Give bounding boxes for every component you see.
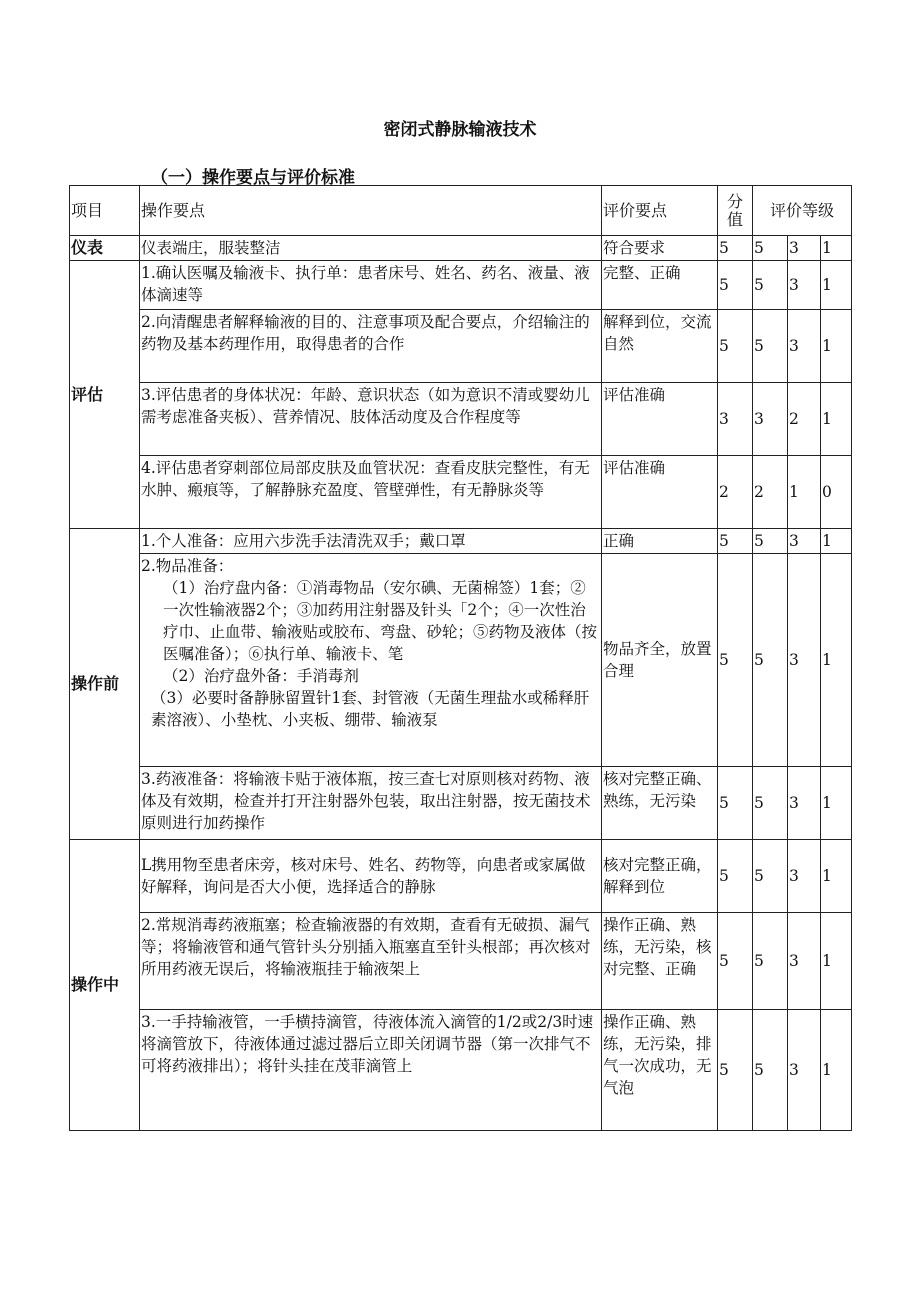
header-score — [718, 186, 753, 236]
section-caozuoqian: 操作前 — [70, 529, 140, 840]
row-grade-c: 1 — [821, 554, 852, 767]
section-yibiao: 仪表 — [70, 236, 140, 261]
row-eval: 符合要求 — [602, 236, 718, 261]
table-row — [70, 767, 852, 840]
table-row — [70, 261, 852, 310]
row-points: 3.评估患者的身体状况：年龄、意识状态（如为意识不清或婴幼儿需考虑准备夹板）、营养情况、肢体活动度及合作程度等 — [140, 383, 602, 456]
row-eval: 物品齐全，放置合理 — [602, 554, 718, 767]
table-row — [70, 310, 852, 383]
row-score: 5 — [718, 529, 753, 554]
row-grade-c: 0 — [821, 456, 852, 529]
row-score: 5 — [718, 840, 753, 913]
row-score: 5 — [718, 913, 753, 1010]
row-grade-c: 1 — [821, 310, 852, 383]
row-grade-a: 5 — [753, 1010, 788, 1131]
supplies-optional: （3）必要时备静脉留置针1套、封管液（无菌生理盐水或稀释肝素溶液）、小垫枕、小夹板、绷带、输液泵 — [151, 689, 590, 729]
section-subtitle: （一）操作要点与评价标准 — [151, 168, 355, 188]
row-grade-c: 1 — [821, 529, 852, 554]
row-eval: 完整、正确 — [602, 261, 718, 310]
row-grade-c: 1 — [821, 913, 852, 1010]
header-points: 操作要点 — [140, 186, 602, 236]
header-project: 项目 — [70, 186, 140, 236]
table-row — [70, 1010, 852, 1131]
table-header-row — [70, 186, 852, 236]
row-grade-a: 2 — [753, 456, 788, 529]
row-score: 5 — [718, 1010, 753, 1131]
row-grade-b: 3 — [788, 529, 821, 554]
supplies-inside-tray: （1）治疗盘内备：①消毒物品（安尔碘、无菌棉签）1套；②一次性输液器2个；③加药用注射器及针头「2个；④一次性治疗巾、止血带、输液贴或胶布、弯盘、砂轮；⑤药物及液体（按医嘱准备）；⑥执行单、输液卡、笔 — [163, 579, 598, 663]
row-score: 5 — [718, 236, 753, 261]
row-grade-a: 3 — [753, 383, 788, 456]
row-points: 4.评估患者穿刺部位局部皮肤及血管状况：查看皮肤完整性，有无水肿、瘢痕等，了解静脉充盈度、管壁弹性，有无静脉炎等 — [140, 456, 602, 529]
row-eval: 操作正确、熟练，无污染，排气一次成功，无气泡 — [602, 1010, 718, 1131]
row-grade-a: 5 — [753, 840, 788, 913]
row-eval: 解释到位，交流自然 — [602, 310, 718, 383]
supplies-heading: 2.物品准备： — [141, 557, 234, 575]
row-grade-a: 5 — [753, 767, 788, 840]
row-points: 3.一手持输液管，一手横持滴管，待液体流入滴管的1/2或2/3时速将滴管放下，待液体通过滤过器后立即关闭调节器（第一次排气不可将药液排出）；将针头挂在茂菲滴管上 — [140, 1010, 602, 1131]
row-points: 2.向清醒患者解释输液的目的、注意事项及配合要点，介绍输注的药物及基本药理作用，取得患者的合作 — [140, 310, 602, 383]
row-grade-a: 5 — [753, 261, 788, 310]
row-points: L携用物至患者床旁，核对床号、姓名、药物等，向患者或家属做好解释，询问是否大小便，选择适合的静脉 — [140, 840, 602, 913]
row-grade-b: 3 — [788, 1010, 821, 1131]
row-score: 5 — [718, 310, 753, 383]
row-eval: 评估准确 — [602, 456, 718, 529]
row-eval: 正确 — [602, 529, 718, 554]
row-score: 5 — [718, 261, 753, 310]
row-grade-a: 5 — [753, 310, 788, 383]
row-points: 2.常规消毒药液瓶塞；检查输液器的有效期，查看有无破损、漏气等；将输液管和通气管针头分别插入瓶塞直至针头根部；再次核对所用药液无误后，将输液瓶挂于输液架上 — [140, 913, 602, 1010]
row-grade-c: 1 — [821, 840, 852, 913]
row-grade-a: 5 — [753, 554, 788, 767]
row-grade-c: 1 — [821, 767, 852, 840]
row-grade-b: 3 — [788, 554, 821, 767]
row-grade-c: 1 — [821, 1010, 852, 1131]
row-points: 仪表端庄，服装整洁 — [140, 236, 602, 261]
supplies-outside-tray: （2）治疗盘外备：手消毒剂 — [163, 667, 359, 685]
row-grade-b: 1 — [788, 456, 821, 529]
row-score: 5 — [718, 554, 753, 767]
row-grade-a: 5 — [753, 529, 788, 554]
table-row — [70, 913, 852, 1010]
page-title: 密闭式静脉输液技术 — [383, 120, 537, 140]
row-points — [140, 554, 602, 767]
row-eval: 核对完整正确、熟练，无污染 — [602, 767, 718, 840]
row-grade-c: 1 — [821, 261, 852, 310]
row-score: 2 — [718, 456, 753, 529]
row-grade-c: 1 — [821, 236, 852, 261]
table-row — [70, 840, 852, 913]
row-grade-a: 5 — [753, 913, 788, 1010]
table-row — [70, 383, 852, 456]
row-points: 1.个人准备：应用六步洗手法清洗双手；戴口罩 — [140, 529, 602, 554]
row-grade-b: 2 — [788, 383, 821, 456]
row-eval: 操作正确、熟练，无污染，核对完整、正确 — [602, 913, 718, 1010]
row-grade-b: 3 — [788, 913, 821, 1010]
row-eval: 核对完整正确，解释到位 — [602, 840, 718, 913]
header-score-bottom: 值 — [726, 209, 743, 229]
row-points: 3.药液准备：将输液卡贴于液体瓶，按三查七对原则核对药物、液体及有效期，检查并打开注射器外包装，取出注射器，按无菌技术原则进行加药操作 — [140, 767, 602, 840]
table-row — [70, 236, 852, 261]
table-row — [70, 554, 852, 767]
row-grade-b: 3 — [788, 310, 821, 383]
header-score-top: 分 — [726, 191, 743, 211]
row-grade-b: 3 — [788, 840, 821, 913]
row-grade-a: 5 — [753, 236, 788, 261]
row-points: 1.确认医嘱及输液卡、执行单：患者床号、姓名、药名、液量、液体滴速等 — [140, 261, 602, 310]
section-pinggu: 评估 — [70, 261, 140, 529]
row-grade-b: 3 — [788, 236, 821, 261]
row-grade-c: 1 — [821, 383, 852, 456]
row-score: 5 — [718, 767, 753, 840]
row-eval: 评估准确 — [602, 383, 718, 456]
section-caozuozhong: 操作中 — [70, 840, 140, 1131]
row-grade-b: 3 — [788, 261, 821, 310]
table-row — [70, 456, 852, 529]
table-row — [70, 529, 852, 554]
header-eval: 评价要点 — [602, 186, 718, 236]
header-grade: 评价等级 — [753, 186, 852, 236]
row-grade-b: 3 — [788, 767, 821, 840]
row-score: 3 — [718, 383, 753, 456]
evaluation-table — [69, 185, 852, 1131]
